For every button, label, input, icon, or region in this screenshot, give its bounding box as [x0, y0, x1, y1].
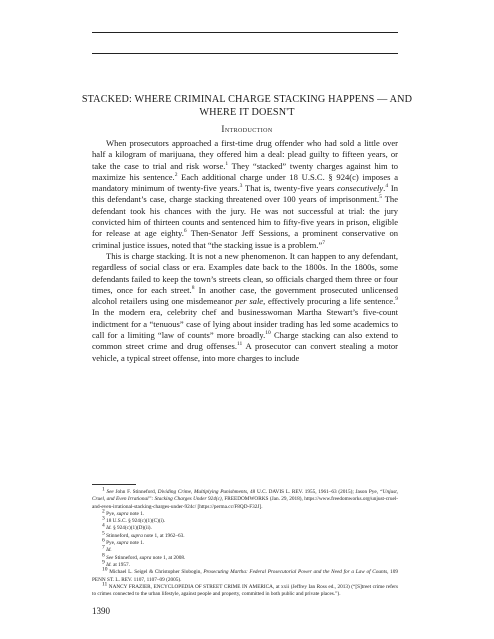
footnote-number: 4	[102, 522, 105, 529]
footnote-number: 5	[102, 530, 105, 537]
emphasis: per sale	[235, 296, 264, 307]
footnote	[92, 581, 398, 599]
text-run: , FREEDOMWORKS (Jan. 29, 2018), https://www.freedomworks.org/unjust-cruel-and-even-irrational-stacking-charges-under-924c/ [https://perma.cc/F8QD-F32J].	[92, 496, 399, 510]
footnote-number: 7	[102, 544, 105, 551]
footnote-number: 11	[102, 581, 108, 588]
text-run: That is, twenty-five years	[242, 183, 338, 194]
footnote-ref: 4	[385, 183, 389, 190]
footnote-number: 8	[102, 551, 105, 558]
footnote-ref: 9	[395, 296, 398, 303]
page-number: 1390	[92, 606, 110, 616]
emphasis: “Unjust, Cruel, and Even Irrational”: Stacking Charges Under 924(c)	[92, 489, 398, 503]
article-title: STACKED: WHERE CRIMINAL CHARGE STACKING HAPPENS — AND WHERE IT DOESN'T	[81, 94, 413, 118]
text-run: Charge stacking can also extend to common street crime and drug offenses.	[92, 330, 398, 352]
text-run: Then-Senator Jeff Sessions, a prominent conservative on criminal justice issues, noted that “the stacking issue is a problem.”	[92, 228, 398, 250]
text-run: Stinneford,	[104, 532, 131, 539]
text-run: , 109 PENN ST. L. REV. 1107, 1107–09 (2005).	[92, 569, 399, 583]
text-run: Stinneford,	[113, 554, 140, 561]
text-run: note 1.	[128, 540, 145, 547]
footnote-number: 2	[102, 508, 105, 515]
text-run: , effectively procuring a life sentence.	[263, 296, 396, 307]
footnote	[92, 537, 398, 547]
footnote-ref: 7	[322, 239, 325, 246]
emphasis: See	[106, 489, 114, 495]
text-run: 18 U.S.C. § 924(c)(1)(C)(i).	[104, 518, 166, 525]
emphasis: supra	[139, 554, 152, 561]
emphasis: supra	[116, 510, 129, 517]
footnote-ref: 6	[183, 228, 187, 235]
section-heading: Introduction	[221, 124, 273, 134]
text-run: , 48 U.C. DAVIS L. REV. 1955, 1961–63 (2015); Jason Pye,	[247, 489, 380, 495]
text-run: Each additional charge under 18 U.S.C. § 924(c) imposes a mandatory minimum of twenty-five years.	[92, 171, 398, 194]
footnote	[92, 486, 399, 511]
footnote	[92, 530, 398, 540]
text-run: In this defendant’s case, charge stacking threatened over 100 years of imprisonment.	[92, 183, 398, 205]
text-run: Michael L. Seigel & Christopher Slobogin,	[107, 569, 204, 576]
text-run: In the modern era, celebrity chef and businesswoman Martha Stewart’s five-count indictment for a “tenuous” case of lying about insider trading has led some academics to call for a limiting “law of counts” more broadly.	[92, 307, 398, 341]
text-run: note 1, at 1962–63.	[142, 532, 185, 539]
footnote-ref: 2	[174, 172, 178, 179]
footnote	[92, 522, 398, 532]
paragraph	[92, 251, 398, 364]
header-rule-top	[92, 32, 398, 33]
text-run: at 1957.	[111, 561, 130, 568]
emphasis: Id.	[106, 561, 112, 568]
body-text	[92, 138, 398, 364]
footnote-ref: 5	[379, 194, 382, 201]
text-run: In another case, the government prosecuted unlicensed alcohol retailers using one misdemeanor	[92, 284, 398, 307]
footnote-number: 9	[102, 559, 105, 566]
text-run: A prosecutor can convert stealing a motor vehicle, a typical street offense, into more charges to include	[92, 341, 398, 363]
footnote-number: 10	[102, 566, 108, 573]
text-run: They “stacked” twenty charges against him to maximize his sentence.	[92, 160, 398, 182]
text-run: note 1.	[128, 510, 145, 517]
footnote-separator	[92, 484, 136, 485]
footnote-number: 6	[102, 537, 105, 544]
emphasis: Dividing Crime, Multiplying Punishments	[157, 489, 248, 495]
emphasis: Id.	[106, 525, 112, 532]
footnote	[92, 566, 399, 584]
footnote-ref: 11	[237, 341, 243, 348]
header-rule-bottom	[92, 53, 398, 54]
footnote-ref: 10	[265, 330, 271, 337]
footnote-ref: 8	[191, 285, 195, 292]
footnote	[92, 551, 398, 562]
text-run: Pye,	[104, 510, 117, 517]
emphasis: supra	[130, 532, 143, 539]
text-run: .	[383, 183, 386, 194]
footnote	[92, 544, 398, 554]
text-run: note 1, at 2008.	[151, 554, 186, 561]
emphasis: consecutively	[337, 183, 384, 194]
emphasis: supra	[116, 540, 129, 547]
paragraph	[92, 138, 398, 251]
emphasis: Id.	[106, 547, 112, 554]
emphasis: Prosecuting Martha: Federal Prosecutorial Power and the Need for a Law of Counts	[203, 569, 388, 576]
text-run: Pye,	[104, 540, 117, 547]
footnote-number: 3	[102, 515, 105, 522]
text-run: This is charge stacking. It is not a new phenomenon. It can happen to any defendant, regardless of social class or era. Examples date back to the 1800s. In the 1800s, some defendants failed to keep the town’s streets clean, so officials charged them three or four times, once for each street.	[92, 250, 398, 295]
footnote-ref: 3	[239, 183, 243, 190]
text-run: John F. Stinneford,	[113, 489, 158, 495]
text-run: NANCY FRAZIER, ENCYCLOPEDIA OF STREET CRIME IN AMERICA, at xxii (Jeffrey Ian Ross ed., 2013) (“[S]treet crime refers to crimes connected to the urban lifestyle, against people and property, committed in both public and private places.”).	[92, 583, 398, 598]
footnote-number: 1	[102, 486, 105, 493]
text-run: § 924(c)(1)(D)(ii).	[111, 525, 152, 532]
footnote-ref: 1	[225, 160, 229, 167]
emphasis: See	[106, 554, 114, 561]
footnotes	[92, 486, 399, 598]
text-run: When prosecutors approached a first-time drug offender who had sold a little over half a kilogram of marijuana, they offered him a deal: plead guilty to fifteen years, or take the case to trial and risk worse.	[92, 138, 398, 171]
text-run: The defendant took his chances with the jury. He was not successful at trial: the jury convicted him of thirteen counts and sentenced him to fifty-five years in prison, eligible for release at age eighty.	[92, 194, 398, 239]
